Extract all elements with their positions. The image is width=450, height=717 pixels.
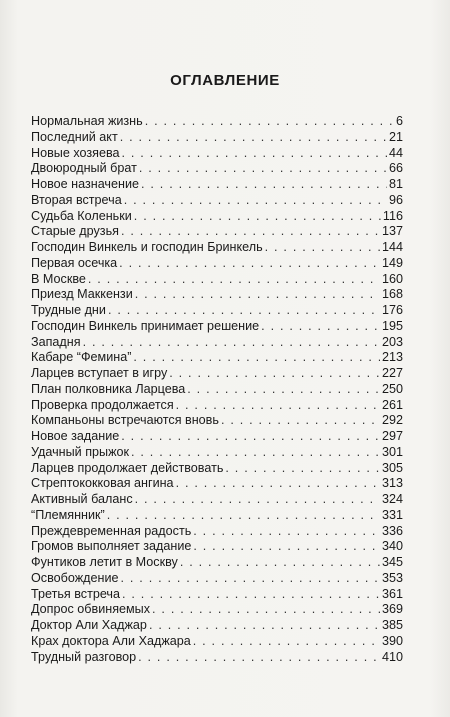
dot-leader — [139, 161, 387, 177]
dot-leader — [193, 539, 380, 555]
toc-entry-title: Громов выполняет задание — [31, 539, 192, 554]
toc-entry — [31, 508, 403, 524]
toc-entry-page: 96 — [388, 192, 403, 207]
toc-entry-page: 331 — [381, 507, 403, 522]
toc-entry — [31, 240, 403, 256]
toc-entry-title: Преждевременная радость — [31, 523, 192, 538]
dot-leader — [187, 382, 380, 398]
dot-leader — [134, 209, 381, 225]
toc-entry-title: Активный баланс — [31, 492, 133, 506]
toc-entry-page: 203 — [381, 334, 403, 349]
toc-entry-title: Вторая встреча — [31, 192, 122, 207]
toc-entry — [31, 539, 403, 555]
dot-leader — [119, 256, 380, 272]
toc-entry-page: 66 — [388, 161, 403, 176]
toc-entry-page: 385 — [381, 618, 403, 632]
toc-entry-page: 213 — [381, 350, 403, 365]
toc-entry-title: Первая осечка — [31, 255, 118, 270]
dot-leader — [121, 429, 380, 445]
toc-entry — [31, 634, 403, 650]
toc-entry-page: 116 — [382, 208, 403, 223]
toc-entry — [31, 366, 403, 382]
toc-entry-page: 390 — [381, 633, 403, 648]
toc-entry — [31, 130, 403, 146]
toc-entry-title: Ларцев продолжает действовать — [31, 460, 224, 475]
table-of-contents — [31, 114, 403, 665]
dot-leader — [141, 177, 387, 193]
toc-entry-title: Господин Винкель и господин Бринкель — [31, 240, 263, 254]
toc-entry-title: Новое назначение — [31, 177, 139, 191]
dot-leader — [176, 476, 380, 492]
toc-entry-title: Кабаре “Фемина” — [31, 350, 132, 365]
toc-entry-title: Ларцев вступает в игру — [31, 366, 168, 380]
toc-entry — [31, 335, 403, 351]
toc-entry — [31, 398, 403, 414]
toc-entry-title: План полковника Ларцева — [31, 381, 186, 396]
toc-entry-title: Стрептококковая ангина — [31, 476, 174, 491]
dot-leader — [133, 350, 380, 366]
toc-entry — [31, 461, 403, 477]
toc-entry — [31, 256, 403, 272]
toc-entry-page: 160 — [381, 271, 403, 286]
toc-entry-page: 361 — [381, 586, 403, 601]
dot-leader — [107, 508, 380, 524]
toc-entry — [31, 476, 403, 492]
toc-entry-page: 168 — [381, 287, 403, 302]
toc-entry — [31, 429, 403, 445]
dot-leader — [83, 335, 380, 351]
toc-entry — [31, 492, 403, 508]
toc-entry — [31, 303, 403, 319]
toc-entry-page: 324 — [381, 492, 403, 506]
dot-leader — [145, 114, 394, 130]
toc-entry-title: Последний акт — [31, 129, 118, 144]
toc-entry-page: 369 — [381, 602, 403, 617]
toc-entry-page: 410 — [381, 649, 403, 664]
dot-leader — [193, 634, 380, 650]
toc-entry — [31, 146, 403, 162]
dot-leader — [152, 602, 380, 618]
toc-entry — [31, 161, 403, 177]
toc-entry — [31, 193, 403, 209]
dot-leader — [169, 366, 380, 382]
toc-entry — [31, 602, 403, 618]
toc-entry-title: Фунтиков летит в Москву — [31, 555, 178, 569]
dot-leader — [121, 571, 380, 587]
toc-entry-title: Судьба Коленьки — [31, 208, 132, 223]
toc-entry-title: Трудный разговор — [31, 649, 137, 664]
toc-entry-page: 44 — [388, 145, 403, 160]
toc-entry-title: Господин Винкель принимает решение — [31, 318, 260, 333]
toc-entry-page: 292 — [381, 413, 403, 428]
dot-leader — [138, 650, 380, 666]
dot-leader — [131, 445, 380, 461]
toc-entry-title: Доктор Али Хаджар — [31, 618, 147, 632]
toc-entry-page: 137 — [381, 224, 403, 239]
toc-entry-page: 261 — [381, 397, 403, 412]
toc-entry — [31, 555, 403, 571]
toc-entry — [31, 445, 403, 461]
toc-entry — [31, 209, 403, 225]
dot-leader — [121, 224, 380, 240]
toc-entry — [31, 272, 403, 288]
toc-entry-page: 336 — [381, 523, 403, 538]
toc-entry-title: Проверка продолжается — [31, 397, 174, 412]
dot-leader — [122, 146, 387, 162]
toc-entry-title: Крах доктора Али Хаджара — [31, 633, 191, 648]
dot-leader — [193, 524, 380, 540]
toc-entry — [31, 287, 403, 303]
toc-entry-page: 81 — [388, 177, 403, 191]
toc-entry-title: Освобождение — [31, 570, 119, 585]
dot-leader — [122, 587, 380, 603]
toc-entry-page: 149 — [381, 255, 403, 270]
toc-entry-page: 345 — [381, 555, 403, 569]
dot-leader — [135, 287, 380, 303]
toc-entry-page: 176 — [381, 303, 403, 317]
toc-entry-page: 340 — [381, 539, 403, 554]
toc-entry-page: 195 — [381, 318, 403, 333]
toc-entry-page: 301 — [381, 444, 403, 459]
toc-entry — [31, 114, 403, 130]
dot-leader — [176, 398, 380, 414]
dot-leader — [225, 461, 380, 477]
dot-leader — [265, 240, 380, 256]
toc-entry — [31, 350, 403, 366]
toc-entry-title: Приезд Маккензи — [31, 287, 133, 302]
toc-entry-page: 21 — [388, 129, 403, 144]
toc-entry — [31, 524, 403, 540]
toc-entry-page: 297 — [381, 429, 403, 443]
toc-entry-title: Трудные дни — [31, 303, 106, 317]
toc-entry — [31, 382, 403, 398]
toc-entry-page: 353 — [381, 570, 403, 585]
toc-entry — [31, 319, 403, 335]
dot-leader — [108, 303, 380, 319]
toc-entry-title: Двоюродный брат — [31, 161, 137, 176]
toc-entry-title: Западня — [31, 334, 81, 349]
dot-leader — [120, 130, 387, 146]
dot-leader — [135, 492, 380, 508]
toc-entry-page: 144 — [381, 240, 403, 254]
dot-leader — [221, 413, 380, 429]
toc-entry-title: Компаньоны встречаются вновь — [31, 413, 219, 428]
toc-entry-page: 6 — [395, 114, 403, 128]
toc-entry-title: Новые хозяева — [31, 145, 120, 160]
toc-entry-title: Новое задание — [31, 429, 120, 443]
toc-entry-title: Третья встреча — [31, 586, 120, 601]
toc-entry-page: 313 — [381, 476, 403, 491]
dot-leader — [124, 193, 387, 209]
toc-entry-page: 305 — [381, 460, 403, 475]
toc-entry — [31, 177, 403, 193]
toc-entry-page: 227 — [381, 366, 403, 380]
toc-entry-title: Нормальная жизнь — [31, 114, 143, 128]
toc-entry — [31, 224, 403, 240]
dot-leader — [149, 618, 380, 634]
toc-entry-title: Удачный прыжок — [31, 444, 130, 459]
toc-entry — [31, 650, 403, 666]
page-title: ОГЛАВЛЕНИЕ — [170, 72, 280, 89]
toc-entry — [31, 618, 403, 634]
toc-entry-title: Допрос обвиняемых — [31, 602, 151, 617]
toc-entry-page: 250 — [381, 381, 403, 396]
toc-entry — [31, 571, 403, 587]
dot-leader — [180, 555, 380, 571]
toc-entry-title: Старые друзья — [31, 224, 119, 239]
dot-leader — [261, 319, 380, 335]
toc-entry-title: “Племянник” — [31, 507, 105, 522]
toc-entry — [31, 587, 403, 603]
toc-entry-title: В Москве — [31, 271, 86, 286]
dot-leader — [88, 272, 380, 288]
toc-entry — [31, 413, 403, 429]
